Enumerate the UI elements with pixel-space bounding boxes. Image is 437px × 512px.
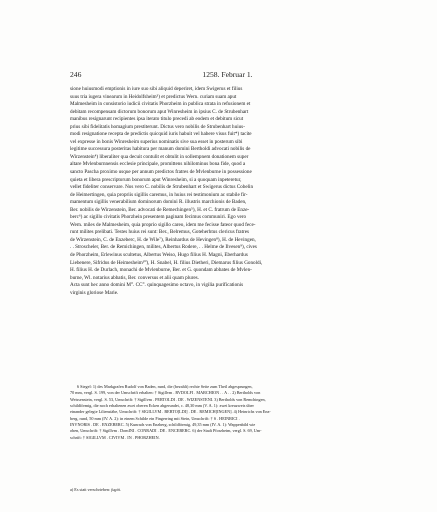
body-line: Ber. nobilis de Wirzenstein, Ber. advocati de Remechingen⁵), H. et C. fratrum de Enze- (70, 206, 250, 213)
body-line: runt milites prelibati. Testes huius rei sunt: Ber., Belremus, Goteherhtus clericus fratres (70, 229, 249, 236)
body-line: . . Stroscheler, Ber. de Remichingen, milites, Albertus Rodere, . . Helme de Ilvesen⁹), cives (70, 244, 257, 251)
body-line: debitam recompensam dictorum bonorum aput Winresheim in ipsius C. de Strubenhart (70, 108, 249, 115)
body-line: de Heimertingen, quia propriis sigillis caremus, in huius rei testimonium ac stabile fir- (70, 191, 248, 198)
body-text (70, 86, 385, 297)
seal-footnotes (70, 384, 385, 441)
page-header (70, 70, 385, 80)
body-line: de Wirzenstein, C. de Enzeberc, H. de Wile⁷), Reinhardus de Hevingen⁸), H. de Hevingen, (70, 236, 256, 243)
body-line: sancto Pascha proximo usque per annum predictos fratres de Mvlenburne in possessione (70, 169, 252, 176)
body-line: Acta sunt hec anno domini M°. CC°. quinquagesimo octavo, in vigilia purificationis (70, 282, 244, 289)
footnote-line: berg, rund, 50 mm (IV. A. 2): in einem Schilde ein Fingerring mit Stein, Umschrift: † S . HEINRICI . (70, 415, 240, 421)
body-line: vel expresse in bonis Winresheim superius nominatis sive sua esset in posterum sibi (70, 138, 243, 145)
footnote-line: einander gelegte Lilienstäbe, Umschrift: † SIGILLVM . BERTO[LDI] . DE . REMICH[INGEN]. 4) Heinrichs von Enz- (70, 409, 271, 415)
body-line: sione huiusmodi emptionis in iure suo sibi aliquid deperiret, idem Swigerus et filius (70, 86, 243, 92)
footnote-line: schrift: † SIGILLVM . CIVIVM . IN . PHORZHEIN. (70, 434, 160, 440)
footnote-line: INVNORIS . DE . ENZEBERC. 5) Kunrads von Enzberg, schildförmig, 49,35 mm (IV. A. 1): Wappenbild wie (70, 422, 256, 428)
text-note-value: fugiti. (111, 487, 122, 492)
footnote-line: 6 Siegel: 1) des Markgrafen Rudolf von Baden, rund, die (bezahlt) rechte Seite zum Theil abgesprungen, (77, 384, 253, 389)
footnote-line: oben, Umschrift: † Sigillvm . DomINI . CONRADI . DE . ENCEBERC. 6) der Stadt Pforzheim, vergl. S. 69, Um- (70, 428, 262, 434)
body-line: quieta et libera prescriptorum bonorum aput Winresheim, si a quoquam inpeteretur, (70, 176, 242, 183)
text-note-label: a) Es statt verschrieben: (70, 487, 111, 492)
body-line: vellet fideliter conservare. Nos vero C. nobilis de Strubenhart et Swigerus dictus Cobelin (70, 184, 254, 191)
body-line: mamentum sigillis venerabilium dominorum domini R. illustris marchionis de Baden, (70, 199, 247, 206)
body-line: Malmesheim in consistorio iudicii civitatis Phorzheim in publica strata in refusionem et (70, 101, 251, 108)
body-line: Liebenere, Sifridus de Heimesheim¹⁰), H. Snabel, H. filius Dietheri, Diemarus filius Gonoldi, (70, 259, 263, 266)
page-number: 246 (70, 70, 82, 79)
footnote-line: 70 mm, vergl. S. 199, von der Umschrift erhalten: † Sigillvm . RVDOLFI . MARCHION . . A . . 2) Bertholds von (70, 390, 261, 396)
body-line: altare Mvlenburnnensis ecclesie principale, promittens nihilominus bona fide, quod a (70, 161, 246, 168)
footnote-line: Weissenstein, vergl. S. 53, Umschrift: † Sigillvm . PERTOLDI . DE . WIZENSTENI. 3) Bertholds von Remchingen, (70, 396, 266, 402)
body-line: H. filius H. de Durlach, monachi de Mvlenburne, Ber. et G. quondam abbates de Mvlen- (70, 267, 252, 274)
body-line: de Phorzheim, Erlewinus scultetus, Albertus Weiso, Hugo filius H. Magni, Eberhardus (70, 252, 248, 259)
body-line: Wern. miles de Malmesheim, quia proprio sigillo careo, idem me fecisse fateor quod fece- (70, 221, 256, 228)
body-line: legitime successura posteritas habitura per manum domini Bertholdi advocati nobilis de (70, 146, 251, 153)
footnote-line: schildförmig, die noch erhaltenen zwei oberen Ecken abgerundet, c. 48,30 mm (V. A. 1): zwei kreuzweis über (70, 403, 254, 409)
body-line: prius sibi fidelitatis homagium prestiterunt. Dictus vero nobilis de Strubenhart huius- (70, 123, 245, 130)
page-title: 1258. Februar 1. (202, 70, 253, 79)
body-line: berc⁶) ac sigillo civitatis Phorzhein presentem paginam fecimus communiri. Ego vero (70, 214, 247, 221)
body-line: Wirzenstein⁴) liberaliter qua decuit contulit et obtulit in sollempnem donationem super (70, 153, 249, 160)
body-line: virginis gloriose Marie. (70, 289, 119, 296)
body-line: manibus resignarunt recipientes ipsa iterato titulo precedi ab eodem et debitum sicut (70, 116, 244, 123)
body-line: suus tria iugera vinearum in Heidolfsheim³) et predictus Wern. curiam suam aput (70, 93, 237, 100)
text-note (70, 487, 385, 493)
body-line: modi resignatione recepta de predictis quicquid iuris habuit vel habere visus fuit*) tacite (70, 131, 252, 138)
body-line: burne, Wl. notarius abbatis, Ber. conversus et alii quam plures. (70, 274, 199, 281)
